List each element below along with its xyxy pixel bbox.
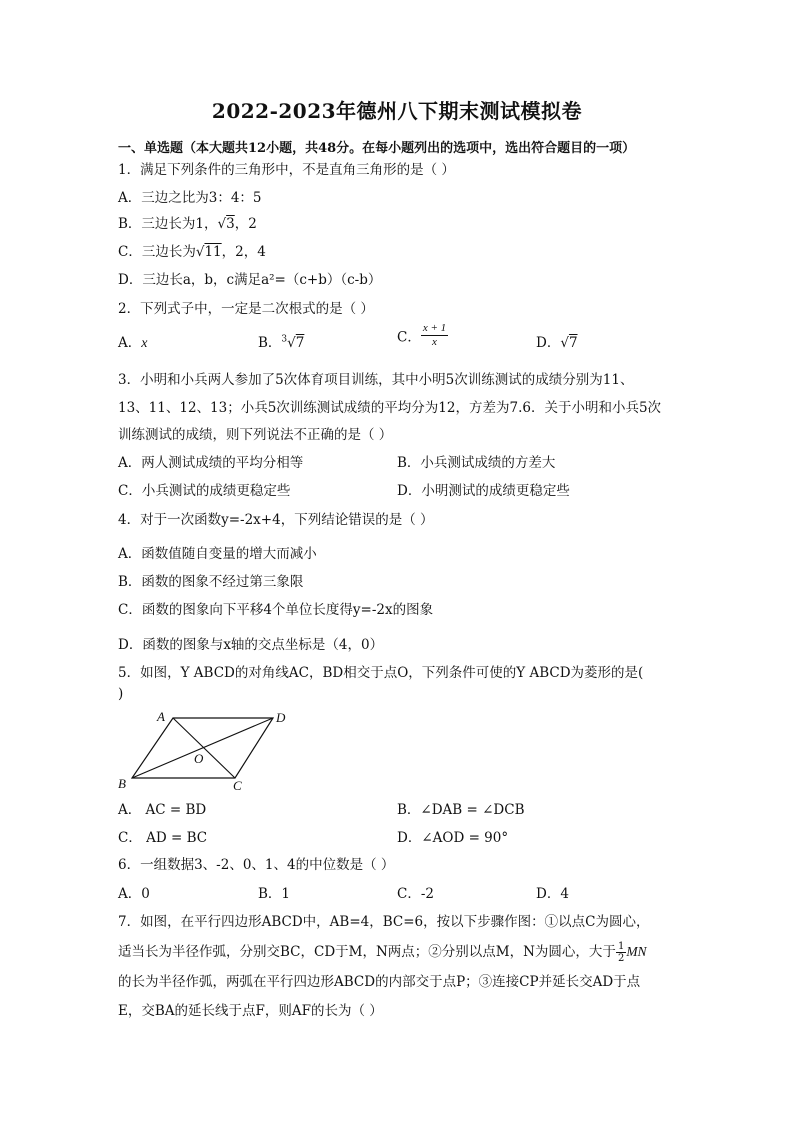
q5-option-a: A． AC = BD xyxy=(118,802,207,818)
q2-option-a: A．x xyxy=(118,335,148,351)
question-1-stem: 1．满足下列条件的三角形中，不是直角三角形的是（ ） xyxy=(118,162,455,178)
q6-option-a: A．0 xyxy=(118,886,150,902)
question-7-line4: E，交BA的延长线于点F，则AF的长为（ ） xyxy=(118,1003,383,1019)
label-a: A xyxy=(157,709,165,724)
sqrt-symbol: √ xyxy=(217,216,227,232)
q4-option-b: B．函数的图象不经过第三象限 xyxy=(118,574,304,590)
question-4-stem: 4．对于一次函数y=-2x+4，下列结论错误的是（ ） xyxy=(118,512,434,528)
q4-option-c: C．函数的图象向下平移4个单位长度得y=-2x的图象 xyxy=(118,602,434,618)
question-3-line2: 13、11、12、13；小兵5次训练测试成绩的平均分为12，方差为7.6．关于小明和小兵5次 xyxy=(118,400,662,416)
question-7-line3: 的长为半径作弧，两弧在平行四边形ABCD的内部交于点P；③连接CP并延长交AD于点 xyxy=(118,974,641,990)
question-5-line2: ) xyxy=(118,686,124,702)
question-6-stem: 6．一组数据3、-2、0、1、4的中位数是（ ） xyxy=(118,857,395,873)
label-c: C xyxy=(233,778,242,793)
label-d: D xyxy=(276,710,286,725)
question-3-line3: 训练测试的成绩，则下列说法不正确的是（ ） xyxy=(118,427,393,443)
q3-option-b: B．小兵测试成绩的方差大 xyxy=(397,455,556,471)
q1-option-c: C．三边长为√11，2，4 xyxy=(118,244,266,260)
sqrt-symbol: √ xyxy=(195,244,205,260)
q5-option-d: D．∠AOD = 90° xyxy=(397,830,509,846)
q2-option-d: D．√7 xyxy=(536,335,578,351)
question-2-stem: 2．下列式子中，一定是二次根式的是（ ） xyxy=(118,301,374,317)
question-5-line1: 5．如图，Y ABCD的对角线AC，BD相交于点O，下列条件可使的Y ABCD为菱形的是( xyxy=(118,665,644,681)
label-b: B xyxy=(118,776,126,791)
q5-option-b: B．∠DAB = ∠DCB xyxy=(397,802,525,818)
q5-option-c: C． AD = BC xyxy=(118,830,208,846)
q2-option-c: C． $\frac{x + 1}{x}$ xyxy=(397,322,447,348)
q3-option-c: C．小兵测试的成绩更稳定些 xyxy=(118,483,291,499)
question-3-line1: 3．小明和小兵两人参加了5次体育项目训练，其中小明5次训练测试的成绩分别为11、 xyxy=(118,372,634,388)
q6-option-b: B．1 xyxy=(258,886,291,902)
q3-option-a: A．两人测试成绩的平均分相等 xyxy=(118,455,304,471)
diagonal-ac xyxy=(173,718,235,778)
q6-option-d: D．4 xyxy=(536,886,569,902)
question-7-line1: 7．如图，在平行四边形ABCD中，AB=4，BC=6，按以下步骤作图：①以点C为圆心， xyxy=(118,914,650,930)
q4-option-a: A．函数值随自变量的增大而减小 xyxy=(118,546,317,562)
label-o: O xyxy=(194,751,204,766)
q3-option-d: D．小明测试的成绩更稳定些 xyxy=(397,483,570,499)
q4-option-d: D．函数的图象与x轴的交点坐标是（4，0） xyxy=(118,637,384,653)
q1-option-d: D．三边长a，b，c满足a²=（c+b）（c-b） xyxy=(118,272,382,288)
page-title: 2022-2023年德州八下期末测试模拟卷 xyxy=(211,99,583,123)
q2-option-b: B．$^3$√7 xyxy=(258,334,305,351)
parallelogram-figure xyxy=(115,708,295,793)
section-heading: 一、单选题（本大题共12小题，共48分。在每小题列出的选项中，选出符合题目的一项） xyxy=(118,141,636,156)
q1-option-a: A．三边之比为3：4：5 xyxy=(118,190,262,206)
question-7-line2: 适当长为半径作弧，分别交BC，CD于M，N两点；②分别以点M，N为圆心，大于 $\frac{1}{2}$ MN xyxy=(118,941,647,964)
q1-option-b: B．三边长为1，√3，2 xyxy=(118,216,257,232)
q6-option-c: C．-2 xyxy=(397,886,434,902)
